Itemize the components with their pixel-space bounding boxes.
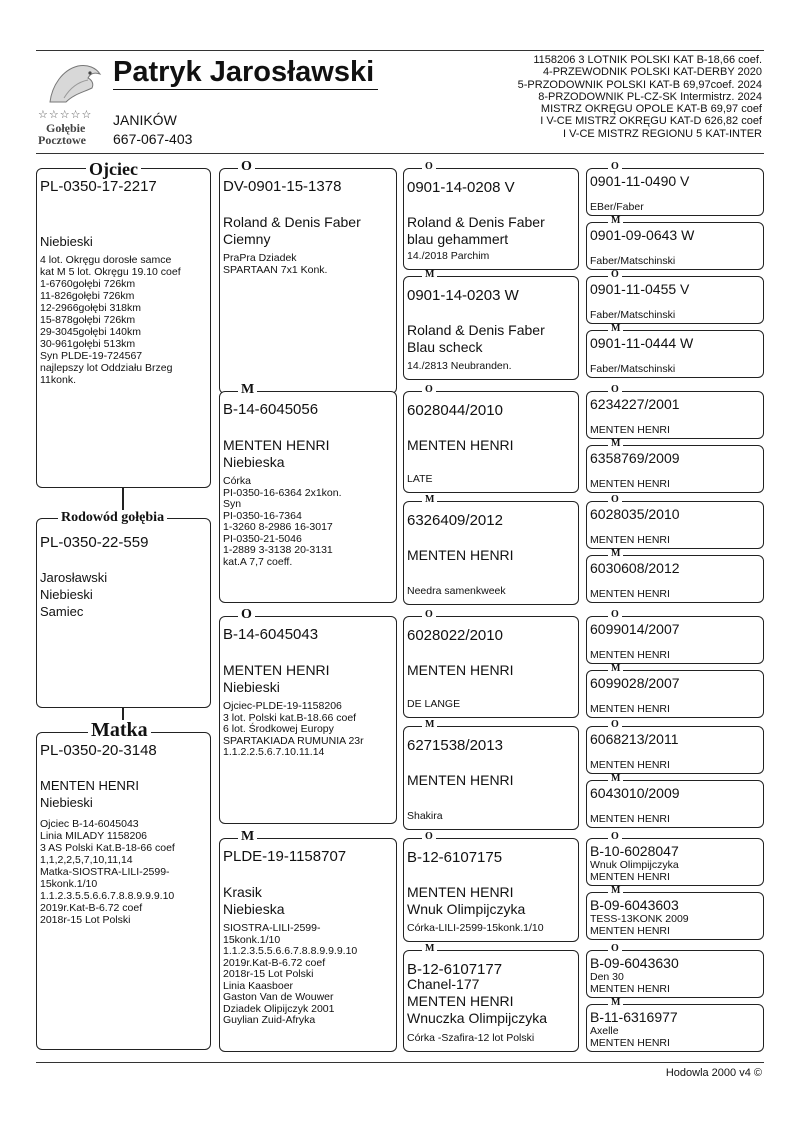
gen3-box [403, 276, 579, 380]
gen4-breeder: MENTEN HENRI [590, 759, 670, 771]
gen4-ring: 6028035/2010 [590, 506, 680, 522]
gen4-box [586, 780, 764, 828]
gen4-label: O [608, 162, 622, 172]
father-label: Ojciec [86, 160, 141, 178]
father-box [36, 168, 211, 488]
gen4-ring: 6358769/2009 [590, 450, 680, 466]
gen3-label: O [422, 385, 436, 395]
gen3-note: Needra samenkweek [407, 585, 506, 597]
gen2-box [219, 391, 397, 603]
achievement-line: I V-CE MISTRZ REGIONU 5 KAT-INTER [562, 127, 762, 140]
gen4-breeder: MENTEN HENRI [590, 925, 670, 937]
gen2-notes [223, 476, 342, 568]
gen3-label: O [422, 610, 436, 620]
gen2-note-line: SPARTAAN 7x1 Konk. [223, 263, 328, 276]
pigeon-logo-icon [44, 58, 106, 108]
gen4-box [586, 222, 764, 270]
gen3-line2: Blau scheck [407, 339, 483, 355]
gen2-note-line: 15konk.1/10 [223, 933, 281, 946]
gen2-note-line: 2018r-15 Lot Polski [223, 968, 314, 980]
gen3-box [403, 616, 579, 718]
gen4-label: O [608, 610, 622, 620]
gen3-label: M [422, 720, 437, 730]
gen2-label: O [238, 160, 255, 174]
gen4-label: O [608, 832, 622, 842]
gen2-breeder: Krasik [223, 884, 262, 900]
achievements-list [518, 54, 762, 140]
achievement-line: 5-PRZODOWNIK POLSKI KAT-B 69,97coef. 2024 [517, 78, 762, 91]
gen4-box [586, 950, 764, 998]
gen3-ring: 6271538/2013 [407, 737, 503, 754]
gen4-name: Axelle [590, 1025, 619, 1037]
gen4-box [586, 391, 764, 439]
gen3-ring: B-12-6107177 [407, 961, 503, 978]
gen4-ring: 0901-11-0444 W [590, 335, 694, 351]
gen2-note-line: SPARTAKIADA RUMUNIA 23r [223, 734, 364, 747]
gen4-breeder: Faber/Matschinski [590, 363, 676, 375]
gen3-ring: 6028044/2010 [407, 402, 503, 419]
subject-sex: Samiec [40, 604, 84, 619]
gen4-box [586, 555, 764, 603]
gen2-ring: DV-0901-15-1378 [223, 178, 342, 195]
gen3-line1: MENTEN HENRI [407, 437, 514, 453]
gen4-ring: B-09-6043603 [590, 897, 679, 913]
gen4-label: O [608, 495, 622, 505]
gen3-line3: Wnuczka Olimpijczyka [407, 1010, 548, 1026]
achievement-line: MISTRZ OKRĘGU OPOLE KAT-B 69,97 coef [540, 103, 762, 116]
connector [122, 488, 124, 510]
gen3-ring: 6326409/2012 [407, 512, 503, 529]
gen3-label: M [422, 495, 437, 505]
logo-text-line2: Pocztowe [38, 133, 86, 147]
gen2-note-line: Guylian Zuid-Afryka [223, 1014, 316, 1026]
achievement-line: I V-CE MISTRZ OKRĘGU KAT-D 626,82 coef [540, 115, 762, 128]
gen4-ring: 6043010/2009 [590, 785, 680, 801]
subject-ring: PL-0350-22-559 [40, 534, 149, 551]
gen2-box [219, 168, 397, 394]
gen4-box [586, 616, 764, 664]
gen2-note-line: 6 lot. Środkowej Europy [223, 723, 334, 735]
gen4-label: O [608, 270, 622, 280]
gen2-note-line: Gaston Van de Wouwer [223, 991, 334, 1003]
gen3-box [403, 726, 579, 830]
gen4-box [586, 276, 764, 324]
gen4-breeder: Faber/Matschinski [590, 255, 676, 267]
gen3-box [403, 168, 579, 270]
gen3-note: DE LANGE [407, 698, 461, 710]
mother-label: Matka [88, 720, 151, 740]
achievement-line: 1158206 3 LOTNIK POLSKI KAT B-18,66 coef. [533, 54, 762, 66]
gen4-name: TESS-13KONK 2009 [590, 913, 689, 925]
gen3-note: LATE [407, 473, 433, 485]
gen3-box [403, 391, 579, 493]
gen4-breeder: MENTEN HENRI [590, 649, 670, 661]
gen2-note-line: Linia Kaasboer [223, 979, 294, 992]
gen2-note-line: SIOSTRA-LILI-2599- [223, 922, 321, 934]
gen3-note: 14./2018 Parchim [407, 250, 490, 262]
achievement-line: 4-PRZEWODNIK POLSKI KAT-DERBY 2020 [542, 66, 762, 79]
gen3-line1: MENTEN HENRI [407, 884, 514, 900]
gen3-note: Shakira [407, 810, 443, 822]
gen4-box [586, 168, 764, 216]
gen3-box [403, 501, 579, 605]
gen2-color: Niebieski [223, 679, 280, 695]
gen4-ring: 6068213/2011 [590, 731, 679, 747]
owner-name-underline [113, 89, 378, 90]
gen4-label: M [608, 216, 623, 226]
logo-stars: ☆☆☆☆☆ [38, 109, 93, 121]
mother-color: Niebieski [40, 795, 93, 810]
gen3-note: 14./2813 Neubranden. [407, 360, 512, 372]
gen2-note-line: 1.1.2.3.5.5.6.6.7.8.8.9.9.9.10 [223, 945, 358, 957]
mother-ring: PL-0350-20-3148 [40, 742, 157, 759]
subject-color: Niebieski [40, 587, 93, 602]
gen4-breeder: EBer/Faber [590, 201, 644, 213]
gen2-box [219, 838, 397, 1052]
gen2-notes [223, 253, 327, 276]
mother-breeder: MENTEN HENRI [40, 778, 139, 793]
gen3-box [403, 950, 579, 1052]
gen4-box [586, 330, 764, 378]
father-ring: PL-0350-17-2217 [40, 178, 157, 195]
gen2-note-line: Ojciec-PLDE-19-1158206 [223, 700, 342, 712]
gen3-line2: blau gehammert [407, 231, 509, 247]
gen3-ring: 6028022/2010 [407, 627, 503, 644]
gen4-label: M [608, 998, 623, 1008]
gen2-note-line: kat.A 7,7 coeff. [223, 555, 293, 568]
father-color: Niebieski [40, 234, 93, 249]
gen4-box [586, 1004, 764, 1052]
gen3-line1: MENTEN HENRI [407, 662, 514, 678]
gen4-label: M [608, 439, 623, 449]
gen4-name: Wnuk Olimpijczyka [590, 859, 679, 871]
gen4-label: M [608, 664, 623, 674]
gen4-breeder: MENTEN HENRI [590, 534, 670, 546]
logo-text-line1: Gołębie [46, 121, 86, 135]
gen3-line1: Roland & Denis Faber [407, 214, 545, 230]
owner-city: JANIKÓW [113, 112, 177, 128]
gen3-label: O [422, 832, 436, 842]
gen2-note-line: 1.1.2.2.5.6.7.10.11.14 [223, 746, 325, 758]
gen3-note: Córka -Szafira-12 lot Polski [407, 1032, 535, 1044]
gen3-line1: MENTEN HENRI [407, 547, 514, 563]
gen2-ring: PLDE-19-1158707 [223, 848, 347, 865]
gen4-breeder: MENTEN HENRI [590, 983, 670, 995]
gen4-ring: B-10-6028047 [590, 843, 679, 859]
owner-phone: 667-067-403 [113, 131, 193, 147]
gen3-line1: MENTEN HENRI [407, 772, 514, 788]
gen4-breeder: MENTEN HENRI [590, 871, 670, 883]
gen4-label: O [608, 720, 622, 730]
gen3-ring: 0901-14-0203 W [407, 287, 519, 304]
gen4-label: M [608, 886, 623, 896]
gen2-note-line: PraPra Dziadek [223, 252, 297, 264]
mother-notes: Ojciec B-14-6045043 Linia MILADY 1158206 3 AS Polski Kat.B-18-66 coef 1,1,2,2,5,7,10,11,14 Matka-SIOSTRA-LILI-2599- 15konk.1/10 1.1.2.3.5.5.6.6.7.8.8.9.9.9.10 2019r.Kat-B-6.72 coef 2018r-15 Lot Polski [40, 818, 175, 926]
gen4-label: O [608, 385, 622, 395]
gen2-box [219, 616, 397, 824]
gen4-name: Den 30 [590, 971, 624, 983]
gen4-box [586, 445, 764, 493]
owner-name: Patryk Jarosławski [113, 56, 375, 88]
subject-breeder: Jarosławski [40, 570, 108, 585]
gen4-label: M [608, 549, 623, 559]
gen4-ring: B-09-6043630 [590, 955, 679, 971]
gen2-breeder: Roland & Denis Faber [223, 214, 361, 230]
gen3-ring: B-12-6107175 [407, 849, 503, 866]
father-notes: 4 lot. Okręgu dorosłe samce kat M 5 lot. Okręgu 19.10 coef 1-6760gołębi 726km 11-826gołębi 726km 12-2966gołębi 318km 15-878gołębi 726km 29-3045gołębi 140km 30-961gołębi 513km Syn PLDE-19-724567 najlepszy lot Oddziału Brzeg 11konk. [40, 254, 181, 386]
gen2-breeder: MENTEN HENRI [223, 662, 330, 678]
gen4-breeder: MENTEN HENRI [590, 478, 670, 490]
gen4-label: M [608, 774, 623, 784]
gen3-label: M [422, 944, 437, 954]
gen2-note-line: PI-0350-21-5046 [223, 532, 302, 545]
gen4-ring: 0901-11-0490 V [590, 173, 690, 189]
header-rule [36, 153, 764, 154]
gen4-breeder: Faber/Matschinski [590, 309, 676, 321]
gen3-box [403, 838, 579, 942]
top-rule [36, 50, 764, 51]
gen4-label: O [608, 944, 622, 954]
gen4-breeder: MENTEN HENRI [590, 588, 670, 600]
gen2-note-line: Dziadek Olipijczyk 2001 [223, 1002, 335, 1015]
gen4-label: M [608, 324, 623, 334]
gen2-color: Ciemny [223, 231, 271, 247]
gen2-label: M [238, 830, 257, 844]
gen2-color: Niebieska [223, 901, 285, 917]
gen4-box [586, 838, 764, 886]
gen4-breeder: MENTEN HENRI [590, 813, 670, 825]
gen3-label: O [422, 162, 436, 172]
gen2-breeder: MENTEN HENRI [223, 437, 330, 453]
gen4-box [586, 726, 764, 774]
gen2-notes [223, 923, 357, 1027]
gen4-box [586, 501, 764, 549]
gen4-breeder: MENTEN HENRI [590, 1037, 670, 1049]
gen2-note-line: 2019r.Kat-B-6.72 coef [223, 956, 326, 969]
gen2-label: O [238, 608, 255, 622]
subject-box [36, 518, 211, 708]
gen4-ring: 6030608/2012 [590, 560, 680, 576]
gen3-line1: Roland & Denis Faber [407, 322, 545, 338]
gen4-box [586, 892, 764, 940]
gen4-ring: 6099014/2007 [590, 621, 680, 637]
gen3-note: Córka-LILI-2599-15konk.1/10 [407, 922, 544, 934]
gen2-ring: B-14-6045056 [223, 401, 319, 418]
gen3-line2: MENTEN HENRI [407, 993, 514, 1009]
gen4-ring: 6099028/2007 [590, 675, 680, 691]
gen2-note-line: 3 lot. Polski kat.B-18.66 coef [223, 711, 357, 724]
mother-box [36, 732, 211, 1050]
subject-label: Rodowód gołębia [58, 511, 167, 525]
gen3-label: M [422, 270, 437, 280]
gen4-breeder: MENTEN HENRI [590, 424, 670, 436]
gen2-note-line: PI-0350-16-7364 [223, 509, 302, 522]
gen4-breeder: MENTEN HENRI [590, 703, 670, 715]
footer-credit: Hodowla 2000 v4 © [665, 1067, 762, 1079]
gen4-ring: 6234227/2001 [590, 396, 680, 412]
gen2-notes [223, 701, 364, 759]
gen2-note-line: Córka [223, 475, 252, 487]
gen2-note-line: PI-0350-16-6364 2x1kon. [223, 486, 342, 499]
achievement-line: 8-PRZODOWNIK PL-CZ-SK Intermistrz. 2024 [538, 90, 762, 103]
gen4-ring: 0901-11-0455 V [590, 281, 690, 297]
gen3-line1: Chanel-177 [407, 976, 480, 992]
gen4-box [586, 670, 764, 718]
gen3-ring: 0901-14-0208 V [407, 179, 515, 196]
gen2-note-line: 1-3260 8-2986 16-3017 [223, 521, 333, 533]
gen2-label: M [238, 383, 257, 397]
gen2-ring: B-14-6045043 [223, 626, 319, 643]
gen4-ring: 0901-09-0643 W [590, 227, 695, 243]
gen2-color: Niebieska [223, 454, 285, 470]
gen3-line2: Wnuk Olimpijczyka [407, 901, 526, 917]
footer-rule [36, 1062, 764, 1063]
gen4-ring: B-11-6316977 [590, 1009, 678, 1025]
gen2-note-line: Syn [223, 498, 242, 510]
gen2-note-line: 1-2889 3-3138 20-3131 [223, 544, 333, 556]
